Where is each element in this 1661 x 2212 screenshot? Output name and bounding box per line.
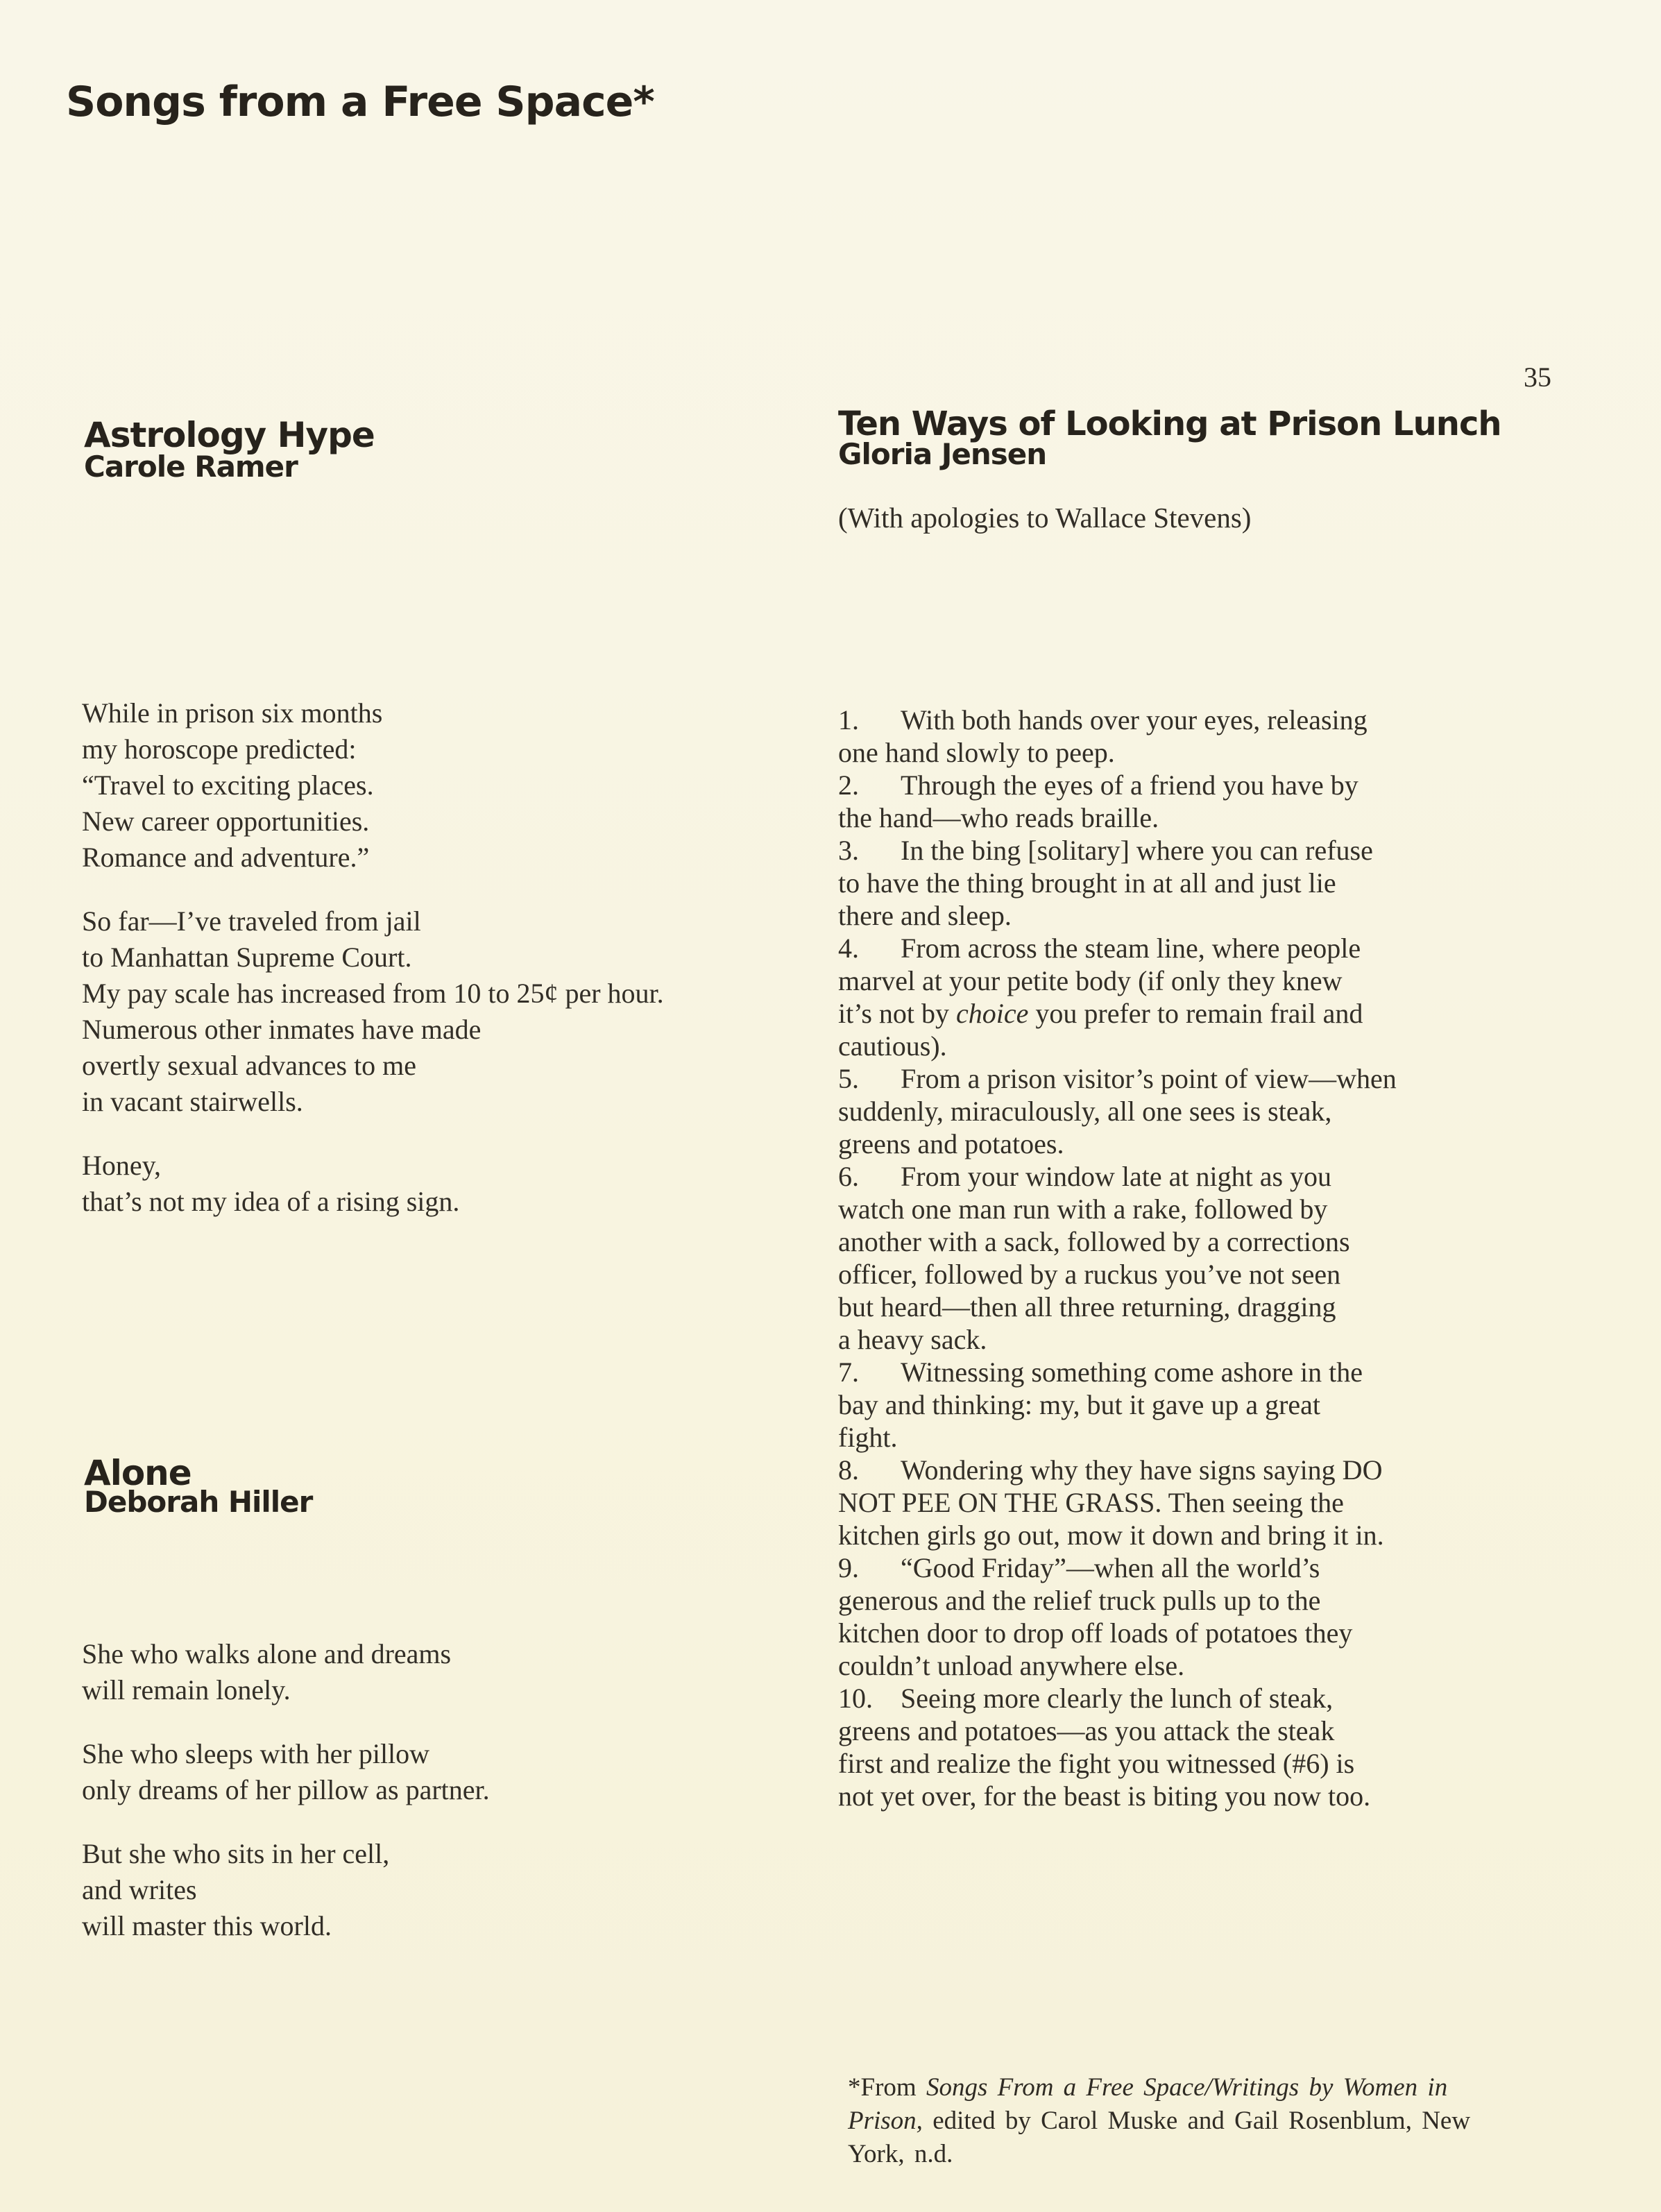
poem-line [82, 1184, 664, 1220]
poem-line [838, 1421, 1397, 1454]
text-segment: 9. “Good Friday”—when all the world’s [838, 1552, 1320, 1583]
source-footnote [848, 2071, 1470, 2171]
text-segment: But she who sits in her cell, [82, 1838, 390, 1869]
text-segment: greens and potatoes. [838, 1128, 1064, 1159]
poem-line [848, 2138, 1470, 2171]
poem-line [838, 1584, 1397, 1617]
stanza [82, 1148, 664, 1220]
poem-line [82, 1672, 490, 1708]
text-segment: the hand—who reads braille. [838, 802, 1159, 833]
stanza [82, 695, 664, 876]
text-segment: 6. From your window late at night as you [838, 1161, 1332, 1192]
poem-line [82, 976, 664, 1012]
text-segment: *From [848, 2073, 926, 2102]
poem-line [838, 1030, 1397, 1062]
text-segment: will remain lonely. [82, 1674, 291, 1705]
poem-line [82, 939, 664, 976]
poem-line [838, 1225, 1397, 1258]
text-segment: not yet over, for the beast is biting you now too. [838, 1780, 1371, 1812]
poem-line [82, 1048, 664, 1084]
poem-title-ten-ways: Ten Ways of Looking at Prison Lunch [838, 404, 1501, 443]
text-segment: generous and the relief truck pulls up to the [838, 1585, 1321, 1616]
poem-line [838, 1356, 1397, 1388]
text-segment: bay and thinking: my, but it gave up a great [838, 1389, 1321, 1420]
text-segment: one hand slowly to peep. [838, 737, 1115, 768]
poem-line [82, 731, 664, 767]
stanza [82, 903, 664, 1120]
poem-title-astrology-hype: Astrology Hype [84, 414, 375, 455]
text-segment: there and sleep. [838, 900, 1012, 931]
italic-text: choice [956, 998, 1029, 1029]
text-segment: kitchen girls go out, mow it down and bring it in. [838, 1520, 1384, 1551]
text-segment: She who walks alone and dreams [82, 1638, 452, 1669]
text-segment: York, n.d. [848, 2140, 953, 2168]
text-segment: greens and potatoes—as you attack the steak [838, 1715, 1335, 1746]
poem-line [838, 801, 1397, 834]
poem-line [82, 1908, 490, 1944]
poem-line [838, 964, 1397, 997]
poem-line [838, 1551, 1397, 1584]
poem-author-carole-ramer: Carole Ramer [84, 450, 298, 484]
stanza [82, 1836, 490, 1944]
poem-line [838, 1160, 1397, 1193]
poem-line [82, 840, 664, 876]
italic-text: Prison, [848, 2107, 923, 2135]
text-segment: another with a sack, followed by a corrections [838, 1226, 1350, 1257]
poem-line [838, 1486, 1397, 1519]
text-segment: 4. From across the steam line, where people [838, 933, 1361, 964]
poem-line [838, 1617, 1397, 1649]
poem-line [82, 1736, 490, 1772]
poem-line [82, 903, 664, 939]
poem-line [82, 695, 664, 731]
poem-line [838, 1715, 1397, 1747]
text-segment: it’s not by [838, 998, 957, 1029]
text-segment: Honey, [82, 1150, 162, 1181]
poem-line [838, 1193, 1397, 1225]
text-segment: While in prison six months [82, 697, 383, 729]
poem-line [82, 1836, 490, 1872]
stanza [82, 1636, 490, 1708]
page-title: Songs from a Free Space* [66, 78, 654, 127]
text-segment: fight. [838, 1422, 898, 1453]
text-segment: a heavy sack. [838, 1324, 987, 1355]
poem-line [838, 932, 1397, 964]
text-segment: you prefer to remain frail and [1028, 998, 1363, 1029]
poem-author-deborah-hiller: Deborah Hiller [84, 1485, 313, 1519]
text-segment: only dreams of her pillow as partner. [82, 1774, 490, 1805]
poem-line [838, 899, 1397, 932]
text-segment: marvel at your petite body (if only they knew [838, 965, 1343, 996]
poem-line [838, 1519, 1397, 1551]
poem-line [838, 1682, 1397, 1715]
text-segment: that’s not my idea of a rising sign. [82, 1186, 460, 1217]
text-segment: 2. Through the eyes of a friend you have by [838, 769, 1358, 801]
text-segment: 7. Witnessing something come ashore in the [838, 1356, 1363, 1388]
poem-line [838, 834, 1397, 867]
text-segment: “Travel to exciting places. [82, 769, 374, 801]
poem-line [838, 867, 1397, 899]
text-segment: watch one man run with a rake, followed by [838, 1193, 1328, 1225]
text-segment: She who sleeps with her pillow [82, 1738, 430, 1769]
poem-line [848, 2071, 1470, 2104]
poem-line [838, 1323, 1397, 1356]
poem-dedication: (With apologies to Wallace Stevens) [838, 502, 1252, 534]
text-segment: my horoscope predicted: [82, 733, 357, 765]
poem-line [838, 1388, 1397, 1421]
poem-body-astrology-hype [82, 695, 664, 1220]
text-segment: 8. Wondering why they have signs saying DO [838, 1454, 1383, 1486]
text-segment: in vacant stairwells. [82, 1086, 303, 1117]
page-number: 35 [1524, 361, 1551, 393]
text-segment: edited by Carol Muske and Gail Rosenblum, New [922, 2107, 1471, 2135]
stanza [82, 1736, 490, 1808]
poem-line [82, 803, 664, 840]
text-segment: suddenly, miraculously, all one sees is steak, [838, 1096, 1332, 1127]
text-segment: couldn’t unload anywhere else. [838, 1650, 1185, 1681]
poem-line [838, 704, 1397, 736]
text-segment: officer, followed by a ruckus you’ve not seen [838, 1259, 1341, 1290]
poem-line [838, 736, 1397, 769]
text-segment: Romance and adventure.” [82, 842, 370, 873]
poem-body-alone [82, 1636, 490, 1944]
text-segment: will master this world. [82, 1910, 332, 1941]
text-segment: NOT PEE ON THE GRASS. Then seeing the [838, 1487, 1344, 1518]
poem-line [82, 1012, 664, 1048]
poem-line [82, 1636, 490, 1672]
text-segment: and writes [82, 1874, 197, 1905]
poem-line [82, 1772, 490, 1808]
poem-line [838, 1128, 1397, 1160]
text-segment: 1. With both hands over your eyes, releasing [838, 704, 1368, 735]
poem-line [838, 1747, 1397, 1780]
poem-line [838, 769, 1397, 801]
text-segment: 3. In the bing [solitary] where you can refuse [838, 835, 1373, 866]
text-segment: So far—I’ve traveled from jail [82, 905, 421, 937]
text-segment: to Manhattan Supreme Court. [82, 942, 412, 973]
text-segment: but heard—then all three returning, dragging [838, 1291, 1336, 1322]
poem-line [82, 1148, 664, 1184]
poem-line [838, 1062, 1397, 1095]
text-segment: overtly sexual advances to me [82, 1050, 417, 1081]
text-segment: My pay scale has increased from 10 to 25¢ per hour. [82, 978, 664, 1009]
poem-title-alone: Alone [84, 1452, 191, 1493]
poem-line [848, 2104, 1470, 2138]
poem-line [838, 1258, 1397, 1291]
poem-line [838, 1780, 1397, 1812]
text-segment: 10. Seeing more clearly the lunch of steak, [838, 1683, 1334, 1714]
italic-text: Songs From a Free Space/Writings by Women in [926, 2073, 1448, 2102]
poem-line [82, 1872, 490, 1908]
text-segment: kitchen door to drop off loads of potatoes they [838, 1617, 1353, 1649]
text-segment: first and realize the fight you witnessed (#6) is [838, 1748, 1355, 1779]
poem-author-gloria-jensen: Gloria Jensen [838, 437, 1047, 471]
poem-line [838, 1095, 1397, 1128]
poem-line [838, 1454, 1397, 1486]
poem-body-ten-ways [838, 704, 1397, 1812]
poem-line [838, 997, 1397, 1030]
poem-line [82, 767, 664, 803]
text-segment: to have the thing brought in at all and just lie [838, 867, 1336, 899]
text-segment: New career opportunities. [82, 806, 370, 837]
text-segment: 5. From a prison visitor’s point of view—when [838, 1063, 1397, 1094]
poem-line [838, 1649, 1397, 1682]
text-segment: cautious). [838, 1030, 947, 1062]
poem-line [82, 1084, 664, 1120]
text-segment: Numerous other inmates have made [82, 1014, 482, 1045]
poem-line [838, 1291, 1397, 1323]
